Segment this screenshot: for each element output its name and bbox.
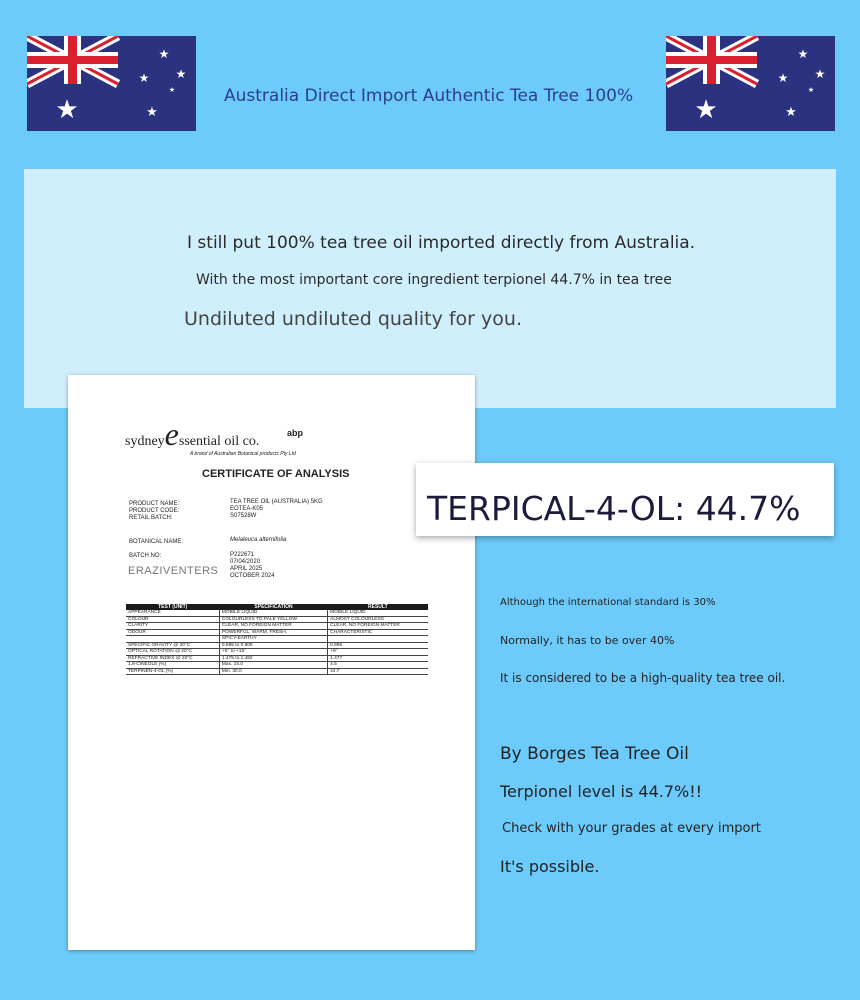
note-line-3: It is considered to be a high-quality tea tree oil.: [500, 671, 786, 685]
table-row: [126, 668, 428, 675]
svg-text:★: ★: [694, 95, 718, 125]
svg-text:★: ★: [158, 47, 170, 61]
table-cell: Max. 15.0: [219, 662, 327, 669]
specification-table: [126, 604, 428, 675]
table-cell: ODOUR: [126, 629, 219, 636]
table-cell: Min. 30.0: [219, 668, 327, 675]
table-cell: CLEAR, NO FOREIGN MATTER: [328, 623, 428, 630]
table-cell: CLARITY: [126, 623, 219, 630]
certificate-tagline: A brand of Australian Botanical products Pty Ltd: [190, 451, 296, 457]
certificate-watermark: ERAZIVENTERS: [128, 565, 219, 577]
table-cell: MOBILE LIQUID: [219, 610, 327, 616]
svg-text:★: ★: [168, 86, 176, 94]
date-value-2: APRIL 2025: [230, 566, 263, 572]
date-value-3: OCTOBER 2024: [230, 573, 275, 579]
terpinen-highlight-text: TERPICAL-4-OL: 44.7%: [427, 489, 801, 528]
certificate-brand-logo: sydneyessential oil co.: [125, 416, 260, 452]
intro-line-3: Undiluted undiluted quality for you.: [184, 308, 522, 330]
certificate-title: CERTIFICATE OF ANALYSIS: [202, 468, 350, 480]
certificate-document: [68, 375, 475, 950]
table-cell: REFRACTIVE INDEX @ 20°C: [126, 655, 219, 662]
note-line-1: Although the international standard is 30%: [500, 597, 716, 608]
table-cell: +5° to +15°: [219, 649, 327, 656]
product-code-label: PRODUCT CODE:: [129, 508, 180, 514]
intro-line-1: I still put 100% tea tree oil imported directly from Australia.: [187, 233, 696, 253]
table-header-result: RESULT: [328, 604, 428, 610]
abp-logo: abp: [287, 428, 304, 438]
banner-title: Australia Direct Import Authentic Tea Tree 100%: [224, 86, 634, 106]
batch-no-label: BATCH NO:: [129, 553, 162, 559]
table-cell: APPEARANCE: [126, 610, 219, 616]
product-code-value: EOTEA-K05: [230, 506, 264, 512]
table-cell: 0.885 to 0.906: [219, 642, 327, 649]
closing-line-3: Check with your grades at every import: [502, 821, 761, 836]
batch-no-value: P222671: [230, 552, 255, 558]
table-cell: SPICY-EARTHY: [219, 636, 327, 643]
closing-line-4: It's possible.: [500, 857, 600, 876]
table-cell: OPTICAL ROTATION @ 20°C: [126, 649, 219, 656]
svg-text:★: ★: [175, 67, 187, 81]
svg-text:★: ★: [785, 105, 797, 120]
retail-batch-value: S07528W: [230, 513, 257, 519]
botanical-name-value: Melaleuca alternifolia: [230, 537, 287, 543]
table-cell: ALMOST COLOURLESS: [328, 616, 428, 623]
svg-text:★: ★: [138, 71, 150, 85]
australian-flag-icon-left: [27, 36, 196, 131]
table-cell: CLEAR, NO FOREIGN MATTER: [219, 623, 327, 630]
table-cell: +9°: [328, 649, 428, 656]
closing-line-1: By Borges Tea Tree Oil: [500, 744, 689, 764]
table-cell: 0.896: [328, 642, 428, 649]
retail-batch-label: RETAIL BATCH:: [129, 515, 173, 521]
table-header-specification: SPECIFICATION: [219, 604, 327, 610]
intro-line-2: With the most important core ingredient terpionel 44.7% in tea tree: [196, 272, 672, 288]
terpinen-highlight-box: [416, 463, 834, 536]
product-name-label: PRODUCT NAME:: [129, 501, 180, 507]
table-cell: COLOUR: [126, 616, 219, 623]
table-cell: 1.475 to 1.482: [219, 655, 327, 662]
table-cell: 1,8-CINEOLE (%): [126, 662, 219, 669]
svg-text:★: ★: [814, 67, 826, 81]
table-cell: POWERFUL, WARM, FRESH,: [219, 629, 327, 636]
svg-text:★: ★: [146, 105, 158, 120]
svg-text:★: ★: [777, 71, 789, 85]
table-cell: MOBILE LIQUID: [328, 610, 428, 616]
svg-text:★: ★: [807, 86, 815, 94]
note-line-2: Normally, it has to be over 40%: [500, 634, 675, 647]
table-cell: COLOURLESS TO PALE YELLOW: [219, 616, 327, 623]
table-cell: 1.477: [328, 655, 428, 662]
product-name-value: TEA TREE OIL (AUSTRALIA) 5KG: [230, 499, 323, 505]
table-header-row: [126, 604, 428, 610]
table-cell: 4.5: [328, 662, 428, 669]
date-value-1: 07/04/2020: [230, 559, 261, 565]
closing-line-2: Terpionel level is 44.7%!!: [500, 782, 703, 801]
table-cell: CHARACTERISTIC: [328, 629, 428, 636]
table-header-test: TEST (UNIT): [126, 604, 219, 610]
table-cell: SPECIFIC GRAVITY @ 20°C: [126, 642, 219, 649]
botanical-name-label: BOTANICAL NAME:: [129, 539, 184, 545]
table-cell: 44.7: [328, 668, 428, 675]
intro-panel: [24, 169, 836, 408]
svg-text:★: ★: [55, 95, 79, 125]
table-cell: TERPINEN-4-OL (%): [126, 668, 219, 675]
svg-text:★: ★: [797, 47, 809, 61]
australian-flag-icon-right: [666, 36, 835, 131]
